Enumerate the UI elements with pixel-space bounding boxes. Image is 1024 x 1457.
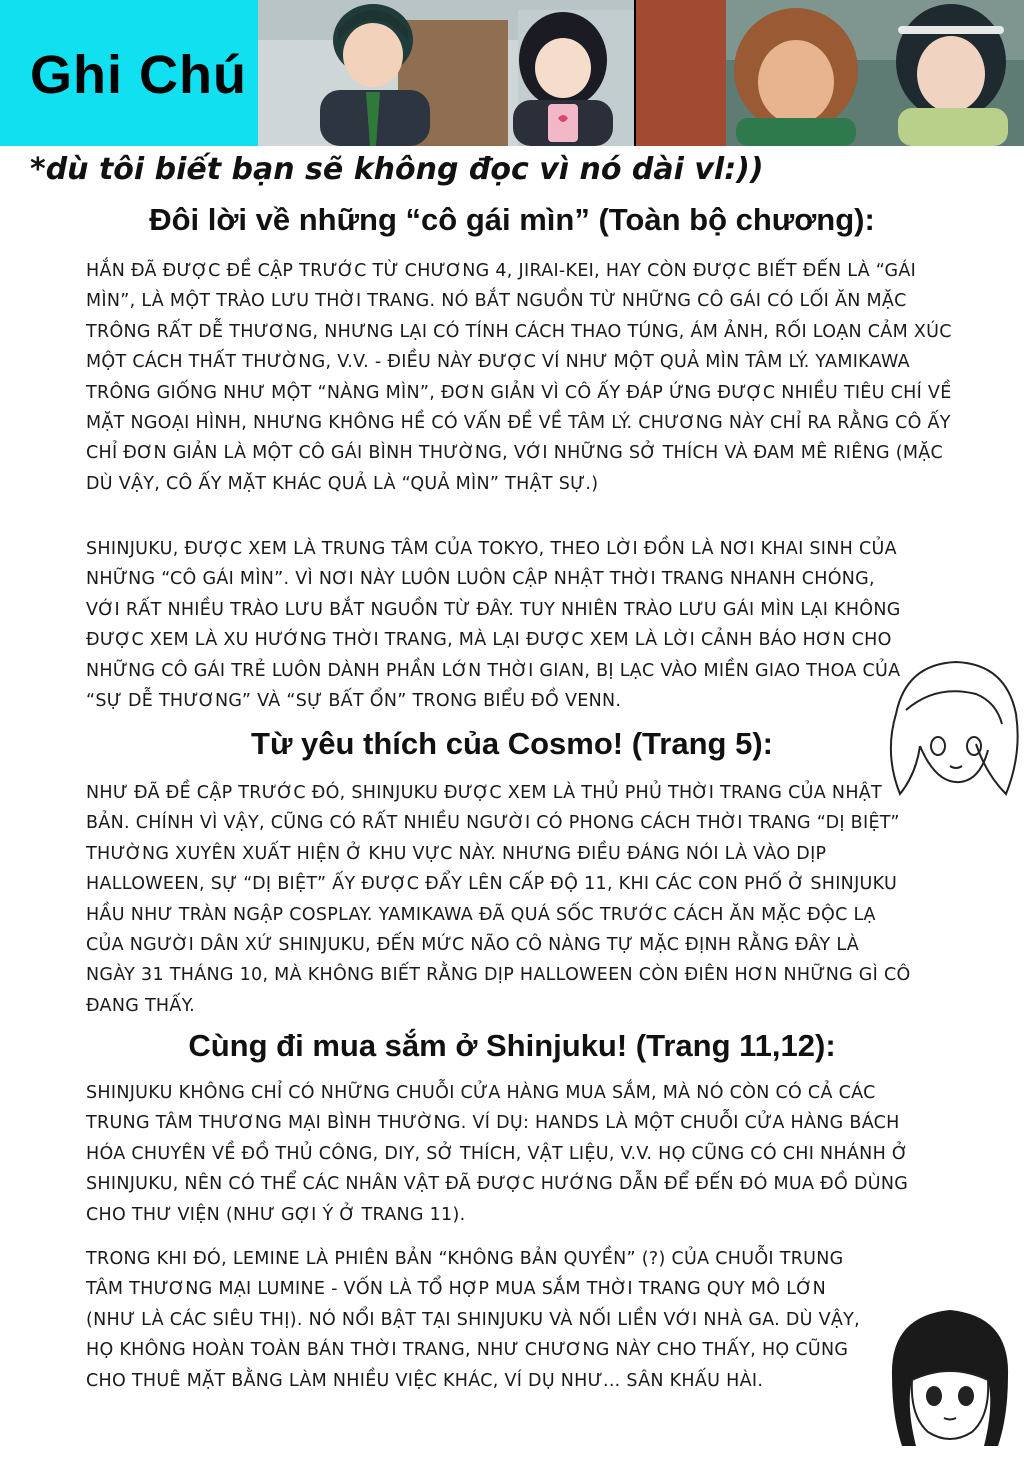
chibi-sketch-wavy-hair — [876, 654, 1024, 810]
page-title: Ghi Chú — [30, 45, 247, 105]
section-paragraph: SHINJUKU, ĐƯỢC XEM LÀ TRUNG TÂM CỦA TOKYO, THEO LỜI ĐỒN LÀ NƠI KHAI SINH CỦA NHỮNG “CÔ GÁI MÌN”. VÌ NƠI NÀY LUÔN LUÔN CẬP NHẬT THỜI TRANG NHANH CHÓNG, VỚI RẤT NHIỀU TRÀO LƯU BẮT NGUỒN TỪ ĐÂY. TUY NHIÊN TRÀO LƯU GÁI MÌN LẠI KHÔNG ĐƯỢC XEM LÀ XU HƯỚNG THỜI TRANG, MÀ LẠI ĐƯỢC XEM LÀ LỜI CẢNH BÁO HƠN CHO NHỮNG CÔ GÁI TRẺ LUÔN DÀNH PHẦN LỚN THỜI GIAN, BỊ LẠC VÀO MIỀN GIAO THOA CỦA “SỰ DỄ THƯƠNG” VÀ “SỰ BẤT ỔN” TRONG BIỂU ĐỒ VENN. — [86, 539, 901, 712]
manga-panel-right — [636, 0, 1024, 146]
section-paragraph: HẮN ĐÃ ĐƯỢC ĐỀ CẬP TRƯỚC TỪ CHƯƠNG 4, JIRAI-KEI, HAY CÒN ĐƯỢC BIẾT ĐẾN LÀ “GÁI MÌN”, LÀ MỘT TRÀO LƯU THỜI TRANG. NÓ BẮT NGUỒN TỪ NHỮNG CÔ GÁI CÓ LỐI ĂN MẶC TRÔNG RẤT DỄ THƯƠNG, NHƯNG LẠI CÓ TÍNH CÁCH THAO TÚNG, ÁM ẢNH, RỐI LOẠN CẢM XÚC MỘT CÁCH THẤT THƯỜNG, V.V. - ĐIỀU NÀY ĐƯỢC VÍ NHƯ MỘT QUẢ MÌN TÂM LÝ. YAMIKAWA TRÔNG GIỐNG NHƯ MỘT “NÀNG MÌN”, ĐƠN GIẢN VÌ CÔ ẤY ĐÁP ỨNG ĐƯỢC NHIỀU TIÊU CHÍ VỀ MẶT NGOẠI HÌNH, NHƯNG KHÔNG HỀ CÓ VẤN ĐỀ VỀ TÂM LÝ. CHƯƠNG NÀY CHỈ RA RẰNG CÔ ẤY CHỈ ĐƠN GIẢN LÀ MỘT CÔ GÁI BÌNH THƯỜNG, VỚI NHỮNG SỞ THÍCH VÀ ĐAM MÊ RIÊNG (MẶC DÙ VẬY, CÔ ẤY MẶT KHÁC QUẢ LÀ “QUẢ MÌN” THẬT SỰ.) — [86, 261, 952, 494]
section-paragraph: SHINJUKU KHÔNG CHỈ CÓ NHỮNG CHUỖI CỬA HÀNG MUA SẮM, MÀ NÓ CÒN CÓ CẢ CÁC TRUNG TÂM THƯƠNG MẠI BÌNH THƯỜNG. VÍ DỤ: HANDS LÀ MỘT CHUỖI CỬA HÀNG BÁCH HÓA CHUYÊN VỀ ĐỒ THỦ CÔNG, DIY, SỞ THÍCH, VẬT LIỆU, V.V. HỌ CŨNG CÓ CHI NHÁNH Ở SHINJUKU, NÊN CÓ THỂ CÁC NHÂN VẬT ĐÃ ĐƯỢC HƯỚNG DẪN ĐỂ ĐẾN ĐÓ MUA ĐỒ DÙNG CHO THƯ VIỆN (NHƯ GỢI Ý Ở TRANG 11). — [86, 1083, 909, 1225]
header-banner — [0, 0, 1024, 146]
chibi-sketch-dark-hair — [876, 1296, 1024, 1456]
title-box — [0, 0, 258, 146]
section-heading-cosmo: Từ yêu thích của Cosmo! (Trang 5): — [251, 726, 773, 761]
manga-panel-left — [258, 0, 636, 146]
section-heading-shopping: Cùng đi mua sắm ở Shinjuku! (Trang 11,12): — [188, 1028, 836, 1063]
section-paragraph: NHƯ ĐÃ ĐỀ CẬP TRƯỚC ĐÓ, SHINJUKU ĐƯỢC XEM LÀ THỦ PHỦ THỜI TRANG CỦA NHẬT BẢN. CHÍNH VÌ VẬY, CŨNG CÓ RẤT NHIỀU NGƯỜI CÓ PHONG CÁCH THỜI TRANG “DỊ BIỆT” THƯỜNG XUYÊN XUẤT HIỆN Ở KHU VỰC NÀY. NHƯNG ĐIỀU ĐÁNG NÓI LÀ VÀO DỊP HALLOWEEN, SỰ “DỊ BIỆT” ẤY ĐƯỢC ĐẨY LÊN CẤP ĐỘ 11, KHI CÁC CON PHỐ Ở SHINJUKU HẦU NHƯ TRÀN NGẬP COSPLAY. YAMIKAWA ĐÃ QUÁ SỐC TRƯỚC CÁCH ĂN MẶC ĐỘC LẠ CỦA NGƯỜI DÂN XỨ SHINJUKU, ĐẾN MỨC NÃO CÔ NÀNG TỰ MẶC ĐỊNH RẰNG ĐÂY LÀ NGÀY 31 THÁNG 10, MÀ KHÔNG BIẾT RẰNG DỊP HALLOWEEN CÒN ĐIÊN HƠN NHỮNG GÌ CÔ ĐANG THẤY. — [86, 783, 911, 1016]
subtitle-note: *dù tôi biết bạn sẽ không đọc vì nó dài vl:)) — [30, 152, 764, 187]
manga-panel-left-illustration — [258, 0, 636, 146]
manga-panel-right-illustration — [636, 0, 1024, 146]
section-paragraph: TRONG KHI ĐÓ, LEMINE LÀ PHIÊN BẢN “KHÔNG BẢN QUYỀN” (?) CỦA CHUỖI TRUNG TÂM THƯƠNG MẠI LUMINE - VỐN LÀ TỔ HỢP MUA SẮM THỜI TRANG QUY MÔ LỚN (NHƯ LÀ CÁC SIÊU THỊ). NÓ NỔI BẬT TẠI SHINJUKU VÀ NỐI LIỀN VỚI NHÀ GA. DÙ VẬY, HỌ KHÔNG HOÀN TOÀN BÁN THỜI TRANG, NHƯ CHƯƠNG NÀY CHO THẤY, HỌ CŨNG CHO THUÊ MẶT BẰNG LÀM NHIỀU VIỆC KHÁC, VÍ DỤ NHƯ... SÂN KHẤU HÀI. — [86, 1249, 861, 1391]
section-heading-mine-girls: Đôi lời về những “cô gái mìn” (Toàn bộ chương): — [149, 202, 875, 237]
